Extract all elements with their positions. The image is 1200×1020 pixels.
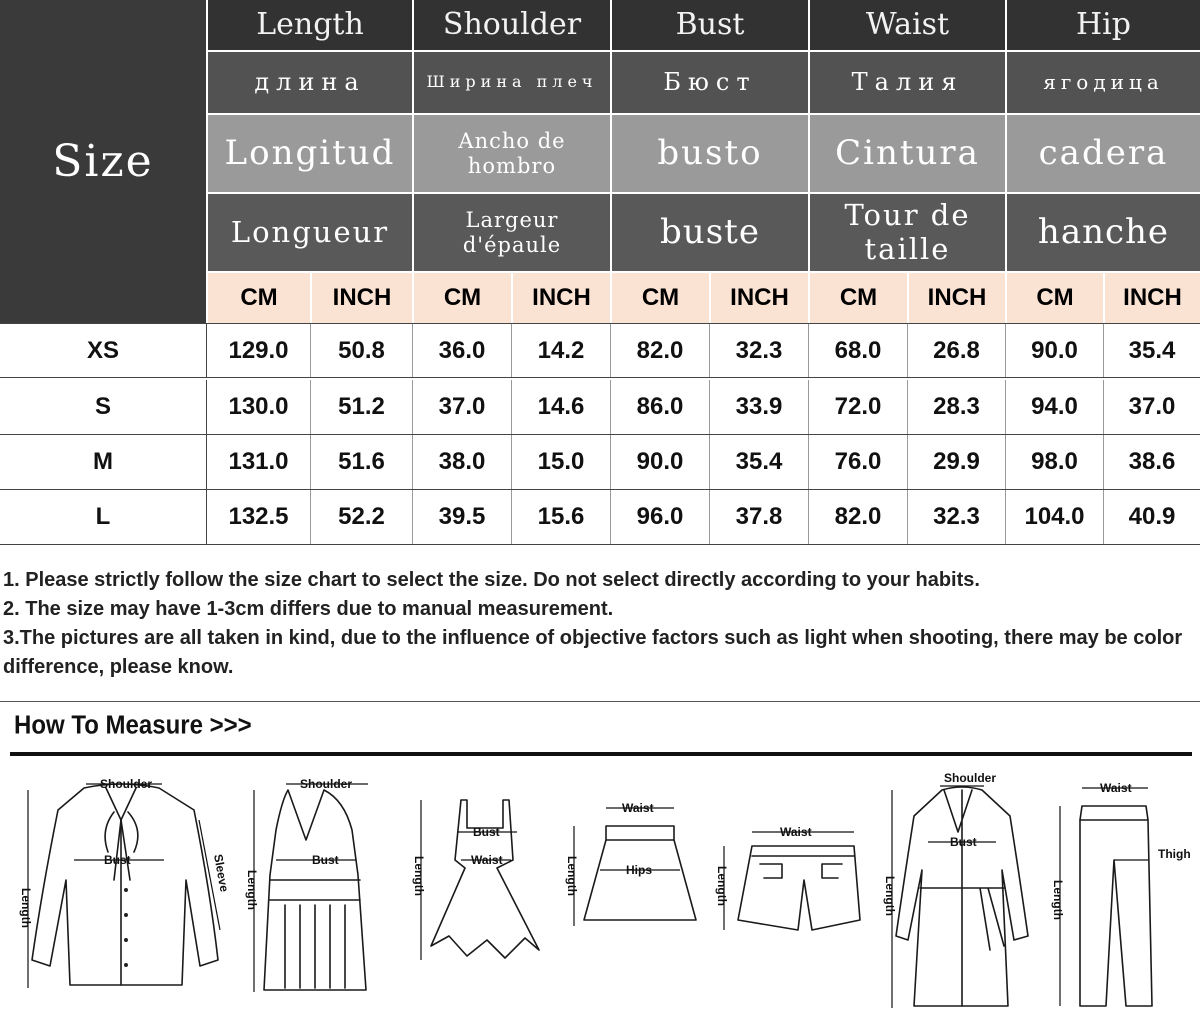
dress-icon (405, 760, 545, 1010)
note-1: 1. Please strictly follow the size chart to select the size. Do not select directly according to your habits. (3, 569, 980, 591)
label-length: Length (883, 876, 897, 916)
value-cell: 33.9 (709, 380, 808, 434)
value-cell: 35.4 (709, 435, 808, 489)
header-hip-fr: hanche (1005, 194, 1200, 273)
label-shoulder: Shoulder (300, 777, 353, 791)
value-cell: 86.0 (610, 380, 709, 434)
value-cell: 15.0 (511, 435, 610, 489)
value-cell: 104.0 (1005, 490, 1103, 544)
header-waist-en: Waist (808, 0, 1005, 52)
jeans-icon (1048, 760, 1198, 1010)
header-length-en: Length (206, 0, 412, 52)
skirt-icon (560, 760, 700, 1010)
value-cell: 32.3 (907, 490, 1005, 544)
header-shoulder-es: Ancho de hombro (412, 115, 610, 194)
label-bust: Bust (104, 853, 131, 867)
value-cell: 36.0 (412, 324, 511, 377)
size-label: S (94, 393, 111, 420)
label-waist: Waist (1100, 781, 1132, 795)
label-length: Length (19, 888, 33, 928)
header-hip-ru: ягодица (1005, 52, 1200, 115)
note-3: 3.The pictures are all taken in kind, due to the influence of objective factors such as light when shooting, there may be color difference, please know. (3, 627, 1183, 678)
label-bust: Bust (312, 853, 339, 867)
label-hips: Hips (626, 863, 653, 877)
unit-inch: INCH (310, 273, 412, 323)
header-hip-en: Hip (1005, 0, 1200, 52)
value-cell: 32.3 (709, 324, 808, 377)
unit-cm: CM (206, 273, 310, 323)
label-shoulder: Shoulder (944, 771, 997, 785)
label-waist: Waist (471, 853, 503, 867)
unit-cm: CM (412, 273, 511, 323)
size-label: L (95, 503, 111, 530)
header-length-es: Longitud (206, 115, 412, 194)
value-cell: 15.6 (511, 490, 610, 544)
value-cell: 129.0 (206, 324, 310, 377)
header-waist-ru: Талия (808, 52, 1005, 115)
value-cell: 90.0 (1005, 324, 1103, 377)
value-cell: 38.6 (1103, 435, 1200, 489)
value-cell: 14.2 (511, 324, 610, 377)
table-row (0, 380, 1200, 435)
label-length: Length (715, 866, 729, 906)
label-shoulder: Shoulder (100, 777, 153, 791)
value-cell: 14.6 (511, 380, 610, 434)
how-to-measure-title: How To Measure >>> (14, 710, 252, 741)
value-cell: 90.0 (610, 435, 709, 489)
label-waist: Waist (622, 801, 654, 815)
value-cell: 130.0 (206, 380, 310, 434)
header-length-fr: Longueur (206, 194, 412, 273)
unit-cm: CM (610, 273, 709, 323)
value-cell: 51.6 (310, 435, 412, 489)
note-2: 2. The size may have 1-3cm differs due to manual measurement. (3, 598, 614, 620)
header-shoulder-fr: Largeur d'épaule (412, 194, 610, 273)
header-bust-en: Bust (610, 0, 808, 52)
header-bust-fr: buste (610, 194, 808, 273)
unit-inch: INCH (907, 273, 1005, 323)
header-length-ru: длина (206, 52, 412, 115)
label-length: Length (412, 856, 426, 896)
value-cell: 38.0 (412, 435, 511, 489)
table-row (0, 435, 1200, 490)
size-label: XS (86, 336, 119, 364)
header-bust-es: busto (610, 115, 808, 194)
header-waist-fr: Tour de taille (808, 194, 1005, 273)
title-underline (10, 752, 1192, 756)
label-sleeve: Sleeve (211, 853, 232, 893)
unit-inch: INCH (511, 273, 610, 323)
trench-coat-icon (880, 760, 1040, 1010)
value-cell: 68.0 (808, 324, 907, 377)
divider (0, 701, 1200, 702)
value-cell: 72.0 (808, 380, 907, 434)
unit-cm: CM (808, 273, 907, 323)
shorts-icon (712, 760, 872, 1010)
value-cell: 40.9 (1103, 490, 1200, 544)
value-cell: 96.0 (610, 490, 709, 544)
header-waist-es: Cintura (808, 115, 1005, 194)
value-cell: 51.2 (310, 380, 412, 434)
value-cell: 132.5 (206, 490, 310, 544)
size-notes (3, 566, 1193, 682)
value-cell: 39.5 (412, 490, 511, 544)
table-row (0, 490, 1200, 545)
value-cell: 37.0 (1103, 380, 1200, 434)
table-row (0, 323, 1200, 378)
label-thigh: Thigh (1158, 847, 1191, 861)
value-cell: 28.3 (907, 380, 1005, 434)
value-cell: 94.0 (1005, 380, 1103, 434)
value-cell: 82.0 (610, 324, 709, 377)
label-waist: Waist (780, 825, 812, 839)
value-cell: 98.0 (1005, 435, 1103, 489)
value-cell: 82.0 (808, 490, 907, 544)
value-cell: 76.0 (808, 435, 907, 489)
tank-top-icon (240, 760, 390, 1010)
value-cell: 50.8 (310, 324, 412, 377)
label-bust: Bust (950, 835, 977, 849)
header-shoulder-en: Shoulder (412, 0, 610, 52)
header-shoulder-ru: Ширина плеч (412, 52, 610, 115)
unit-cm: CM (1005, 273, 1103, 323)
blouse-icon (14, 760, 232, 1010)
value-cell: 131.0 (206, 435, 310, 489)
unit-inch: INCH (1103, 273, 1200, 323)
value-cell: 29.9 (907, 435, 1005, 489)
label-length: Length (1051, 880, 1065, 920)
label-length: Length (565, 856, 579, 896)
value-cell: 35.4 (1103, 324, 1200, 377)
unit-inch: INCH (709, 273, 808, 323)
value-cell: 52.2 (310, 490, 412, 544)
size-column-header: Size (0, 0, 206, 323)
size-label: M (93, 448, 113, 475)
label-bust: Bust (473, 825, 500, 839)
header-bust-ru: Бюст (610, 52, 808, 115)
header-hip-es: cadera (1005, 115, 1200, 194)
value-cell: 37.0 (412, 380, 511, 434)
value-cell: 37.8 (709, 490, 808, 544)
label-length: Length (245, 870, 259, 910)
value-cell: 26.8 (907, 324, 1005, 377)
